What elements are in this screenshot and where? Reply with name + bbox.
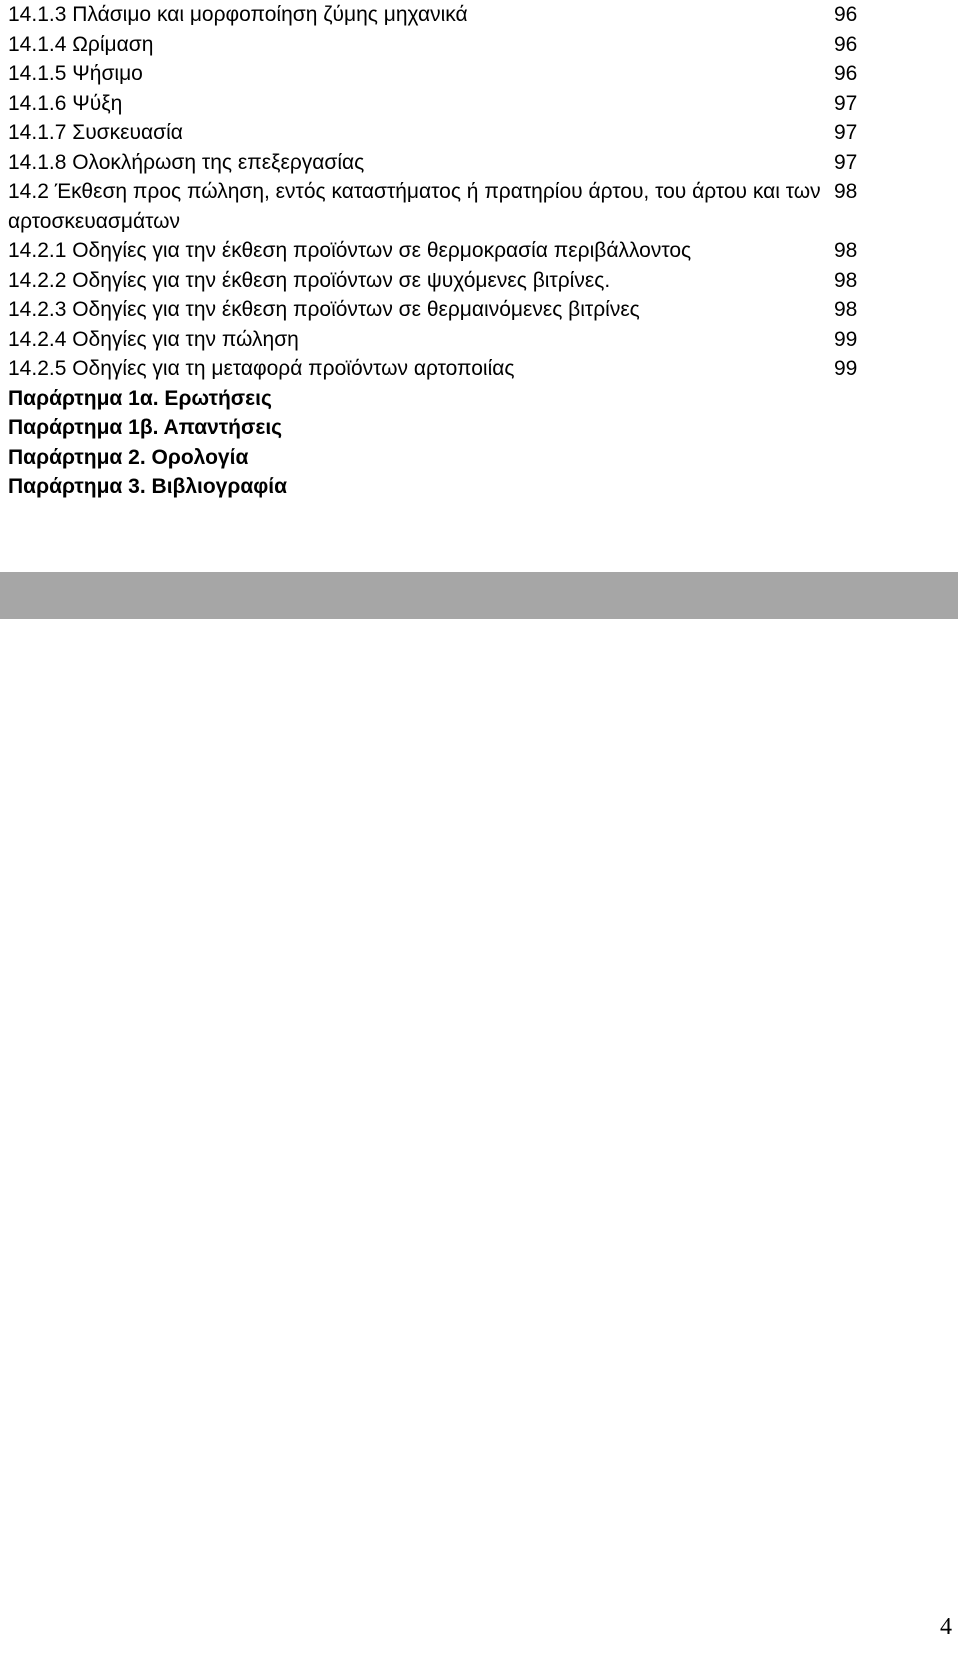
toc-entry <box>8 236 908 266</box>
toc-entry-page: 98 <box>834 239 858 262</box>
toc-entry-title: 14.2.2 Οδηγίες για την έκθεση προϊόντων σε ψυχόμενες βιτρίνες. <box>8 268 611 292</box>
toc-entry-page: 98 <box>834 180 858 203</box>
toc-appendix <box>8 384 908 414</box>
toc-appendix-title: Παράρτημα 3. Βιβλιογραφία <box>8 475 288 498</box>
toc-entry <box>8 266 908 296</box>
toc-entry-page: 99 <box>834 357 858 380</box>
toc-appendix <box>8 413 908 443</box>
toc-entry <box>8 89 908 119</box>
toc-entry-page: 97 <box>834 91 858 115</box>
toc-entry-title: 14.1.5 Ψήσιμο <box>8 62 143 85</box>
toc-entry-title: 14.1.8 Ολοκλήρωση της επεξεργασίας <box>8 150 365 174</box>
toc-entry <box>8 148 908 178</box>
toc-entry-page: 96 <box>834 62 858 85</box>
toc-entry-title: 14.2.4 Οδηγίες για την πώληση <box>8 327 299 351</box>
toc-entry <box>8 295 908 325</box>
toc-entry <box>8 354 908 384</box>
toc-entry-page: 97 <box>834 150 858 174</box>
toc-entry-title: 14.2 Έκθεση προς πώληση, εντός καταστήματος ή πρατηρίου άρτου, του άρτου και των αρτοσκευασμάτων <box>8 180 821 233</box>
toc-entry-title: 14.2.3 Οδηγίες για την έκθεση προϊόντων σε θερμαινόμενες βιτρίνες <box>8 298 640 321</box>
toc-entry-title: 14.1.3 Πλάσιμο και μορφοποίηση ζύμης μηχανικά <box>8 3 468 26</box>
toc-entry-page: 97 <box>834 121 858 144</box>
toc-entry-title: 14.1.4 Ωρίμαση <box>8 32 154 56</box>
toc-appendix-title: Παράρτημα 2. Ορολογία <box>8 445 249 469</box>
toc-entry-title: 14.2.5 Οδηγίες για τη μεταφορά προϊόντων αρτοποιίας <box>8 357 515 380</box>
toc-entry <box>8 118 908 148</box>
toc-entry-page: 96 <box>834 32 858 56</box>
toc-entry-title: 14.1.7 Συσκευασία <box>8 121 183 144</box>
toc-entry-page: 96 <box>834 3 858 26</box>
gray-separator-band <box>0 572 958 619</box>
toc-appendix <box>8 443 908 473</box>
toc-entry-title: 14.1.6 Ψύξη <box>8 91 123 115</box>
toc-entry <box>8 177 908 236</box>
toc-entry <box>8 325 908 355</box>
toc-entry-page: 99 <box>834 327 858 351</box>
toc-entry-page: 98 <box>834 268 858 292</box>
toc-entry <box>8 0 908 30</box>
table-of-contents <box>8 0 908 502</box>
toc-appendix-title: Παράρτημα 1α. Ερωτήσεις <box>8 386 272 410</box>
toc-appendix <box>8 472 908 502</box>
toc-entry-title: 14.2.1 Οδηγίες για την έκθεση προϊόντων σε θερμοκρασία περιβάλλοντος <box>8 239 692 262</box>
toc-entry <box>8 30 908 60</box>
toc-entry-page: 98 <box>834 298 858 321</box>
toc-entry <box>8 59 908 89</box>
page-number: 4 <box>940 1614 952 1640</box>
toc-appendix-title: Παράρτημα 1β. Απαντήσεις <box>8 416 283 439</box>
